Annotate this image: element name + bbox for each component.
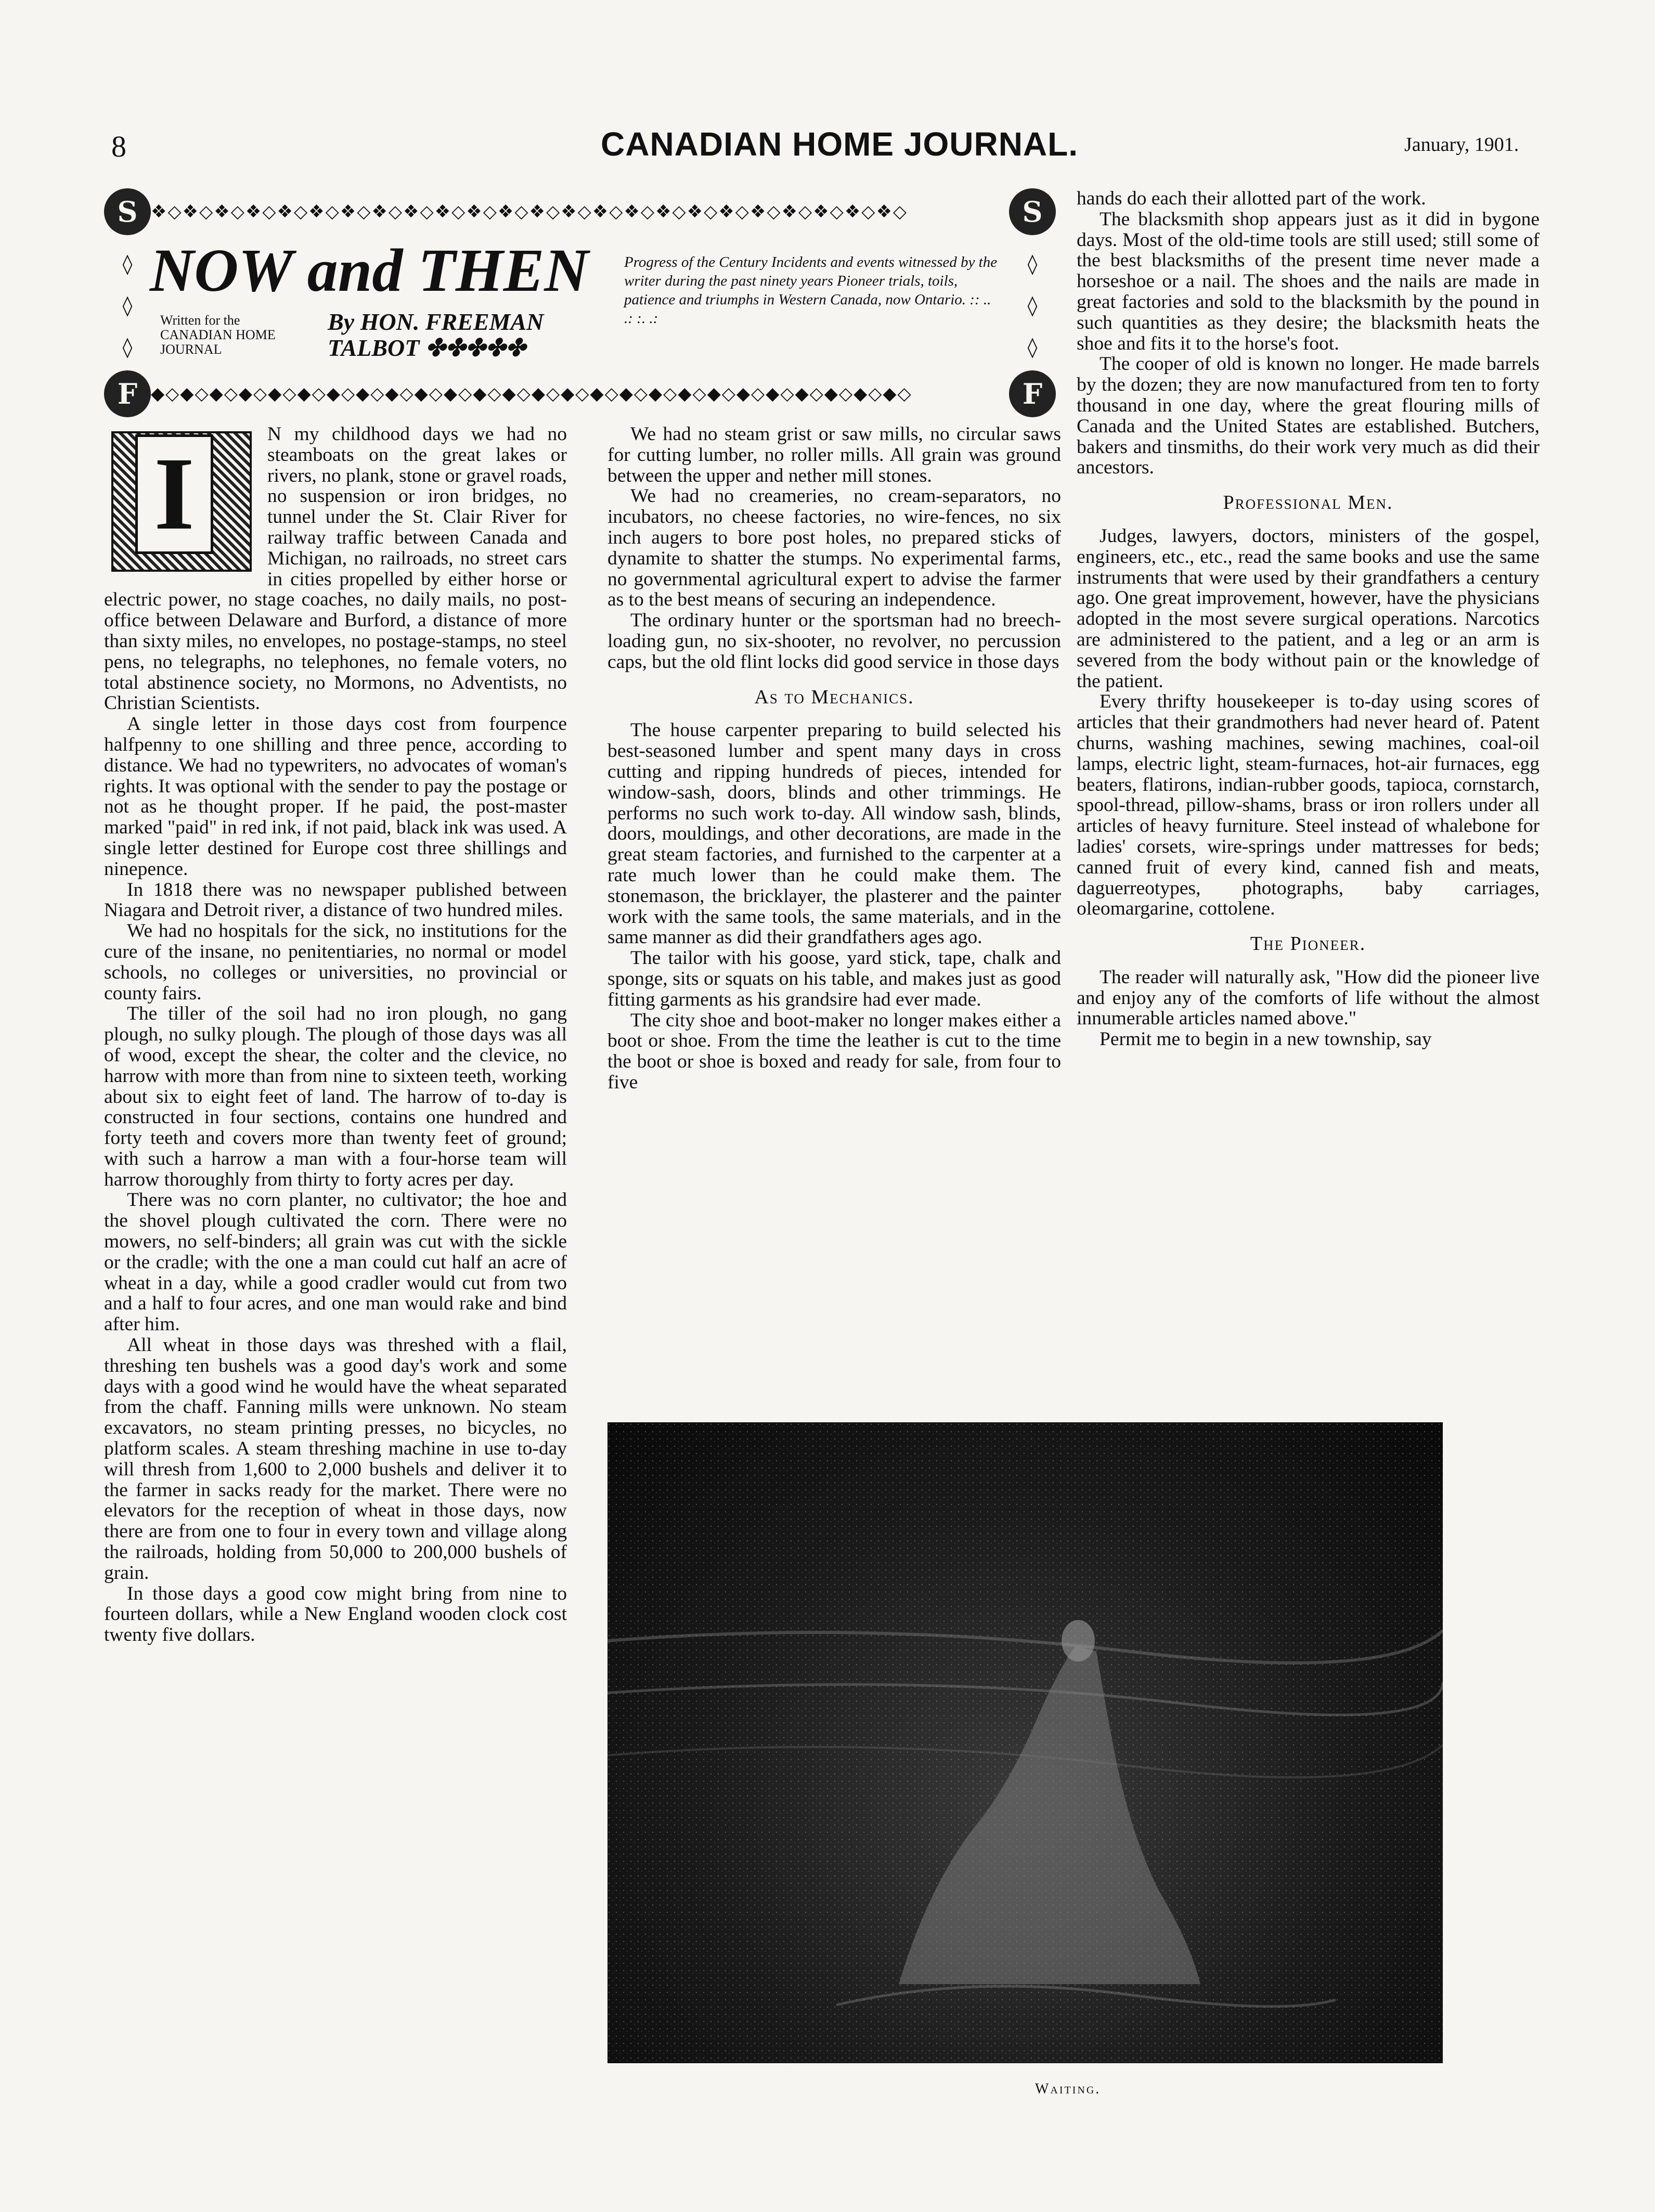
drop-cap-letter: I xyxy=(135,434,213,554)
corner-ornament-bottom-left: F xyxy=(104,370,151,417)
paragraph: The house carpenter preparing to build selected his best-seasoned lumber and spent many days in cross cutting and ripping hundreds of pieces, intended for window-sash, doors, blinds and other trimmings. He performs no such work to-day. All window sash, blinds, doors, mouldings, and other decorations, are made in the great steam factories, and furnished to the carpenter at a rate much lower than he could make them. The stonemason, the bricklayer, the plasterer and the painter work with the same tools, the same materials, and in the same manner as did their grandfathers ages ago. xyxy=(607,719,1061,948)
side-ornament-right-1: ◊ xyxy=(1027,252,1038,275)
issue-date: January, 1901. xyxy=(1404,134,1519,156)
paragraph: N my childhood days we had no steamboats on the great lakes or rivers, no plank, stone or gravel roads, no suspension or iron bridges, no tunnel under the St. Clair River for railway traffic between Canada and Michigan, no railroads, no street cars in cities propelled by either horse or electric power, no stage coaches, no daily mails, no post-office between Delaware and Burford, a distance of more than sixty miles, no envelopes, no postage-stamps, no steel pens, no telegraphs, no telephones, no female voters, no total abstinence society, no Mormons, no Adventists, no Christian Scientists. xyxy=(104,423,567,714)
side-ornament-left-1: ◊ xyxy=(122,252,133,275)
column-3 xyxy=(1077,188,1540,1050)
byline xyxy=(328,309,546,361)
paragraph: The tailor with his goose, yard stick, tape, chalk and sponge, sits or squats on his table, and makes just as good fitting garments as his grandsire had ever made. xyxy=(607,947,1061,1010)
paragraph: Permit me to begin in a new township, say xyxy=(1100,1028,1432,1050)
paragraph: The reader will naturally ask, "How did the pioneer live and enjoy any of the comforts of life without the almost innumerable articles named above." xyxy=(1077,966,1540,1030)
drop-cap xyxy=(104,424,260,580)
illustration-figure xyxy=(607,1422,1443,2063)
paragraph: The city shoe and boot-maker no longer makes either a boot or shoe. From the time the leather is cut to the time the boot or shoe is boxed and ready for sale, from four to five xyxy=(607,1009,1061,1093)
side-ornament-left-3: ◊ xyxy=(122,336,133,358)
paragraph: In those days a good cow might bring from nine to fourteen dollars, while a New England wooden clock cost twenty five dollars. xyxy=(104,1583,567,1646)
paragraph: There was no corn planter, no cultivator; the hoe and the shovel plough cultivated the corn. There were no mowers, no self-binders; all grain was cut with the sickle or the cradle; with the one a man could cut half an acre of wheat in a day, while a good cradler would cut from two and a half to four acres, and one man would rake and bind after him. xyxy=(104,1189,567,1335)
paragraph: Judges, lawyers, doctors, ministers of the gospel, engineers, etc., etc., read the same books and use the same instruments that were used by their grandfathers a century ago. One great improvement, however, have the physicians adopted in the most severe surgical operations. Narcotics are administered to the patient, and a leg or an arm is severed from the body without pain or the knowledge of the patient. xyxy=(1077,525,1540,692)
paragraph: We had no hospitals for the sick, no institutions for the cure of the insane, no penitentiaries, no normal or model schools, no colleges or universities, no provincial or county fairs. xyxy=(104,920,567,1004)
journal-title: CANADIAN HOME JOURNAL. xyxy=(601,125,1078,163)
paragraph: A single letter in those days cost from fourpence halfpenny to one shilling and three pence, according to distance. We had no typewriters, no advocates of woman's rights. It was optional with the sender to pay the postage or not as he thought proper. If he paid, the post-master marked "paid" in red ink, if not paid, black ink was used. A single letter destined for Europe cost three shillings and ninepence. xyxy=(104,713,567,880)
byline-ornament: ✤✤✤✤✤ xyxy=(425,335,526,361)
side-ornament-right-2: ◊ xyxy=(1027,294,1038,317)
illustration-photo xyxy=(607,1422,1443,2063)
corner-ornament-top-left: S xyxy=(104,188,151,235)
article-header-box xyxy=(104,188,1056,417)
paragraph: In 1818 there was no newspaper published between Niagara and Detroit river, a distance of two hundred miles. xyxy=(104,879,567,921)
paragraph: hands do each their allotted part of the work. xyxy=(1077,188,1426,209)
article-subtitle: Progress of the Century Incidents and events witnessed by the writer during the past ninety years Pioneer trials, toils, patience and triumphs in Western Canada, now Ontario. :: .. .: :. .: xyxy=(624,254,998,327)
border-bottom: ◆◇◆◇◆◇◆◇◆◇◆◇◆◇◆◇◆◇◆◇◆◇◆◇◆◇◆◇◆◇◆◇◆◇◆◇◆◇◆◇◆◇◆◇◆◇◆◇◆◇◆◇ xyxy=(151,385,912,403)
illustration-caption: Waiting. xyxy=(1035,2081,1101,2097)
paragraph: We had no steam grist or saw mills, no circular saws for cutting lumber, no roller mills. All grain was ground between the upper and nether mill stones. xyxy=(607,423,1061,486)
paragraph: All wheat in those days was threshed with a flail, threshing ten bushels was a good day's work and some days with a good wind he would have the wheat separated from the chaff. Fanning mills were unknown. No steam excavators, no steam printing presses, no bicycles, no platform scales. A steam threshing machine in use to-day will thresh from 1,600 to 2,000 bushels and deliver it to the farmer in sacks ready for the market. There were no elevators for the reception of wheat in those days, now there are from one to four in every town and village along the railroads, holding from 50,000 to 200,000 bushels of grain. xyxy=(104,1334,567,1584)
paragraph: Every thrifty housekeeper is to-day using scores of articles that their grandmothers had never heard of. Patent churns, washing machines, sewing machines, coal-oil lamps, electric light, steam-furnaces, hot-air furnaces, egg beaters, flatirons, indian-rubber goods, tapioca, cornstarch, spool-thread, pillow-shams, brass or iron rollers under all articles of heavy furniture. Steel instead of whalebone for ladies' corsets, wire-springs under mattresses for beds; canned fruit of every kind, canned fish and meats, daguerreotypes, photographs, baby carriages, oleomargarine, cottolene. xyxy=(1077,691,1540,920)
page-number: 8 xyxy=(111,130,126,163)
written-for-note: Written for the CANADIAN HOME JOURNAL xyxy=(160,313,276,357)
paragraph: The ordinary hunter or the sportsman had no breech-loading gun, no six-shooter, no revolver, no percussion caps, but the old flint locks did good service in those days xyxy=(607,610,1061,673)
section-heading-professional: Professional Men. xyxy=(1223,492,1393,514)
side-ornament-right-3: ◊ xyxy=(1027,336,1038,358)
paragraph: We had no creameries, no cream-separators, no incubators, no cheese factories, no wire-fences, no six inch augers to bore post holes, no prepared sticks of dynamite to shatter the stumps. No experimental farms, no governmental agricultural expert to advise the farmer as to the best means of securing an independence. xyxy=(607,485,1061,611)
column-2 xyxy=(607,424,1061,1093)
article-title: NOW and THEN xyxy=(150,236,589,304)
side-ornament-left-2: ◊ xyxy=(122,294,133,317)
corner-ornament-bottom-right: F xyxy=(1009,370,1056,417)
paragraph: The cooper of old is known no longer. He made barrels by the dozen; they are now manufactured from ten to forty thousand in one day, where the great flouring mills of Canada and the United States are established. Butchers, bakers and tinsmiths, do their work very much as did their ancestors. xyxy=(1077,353,1540,479)
byline-text: By HON. FREEMAN TALBOT xyxy=(328,308,544,361)
section-heading-pioneer: The Pioneer. xyxy=(1250,933,1366,955)
section-heading-mechanics: As to Mechanics. xyxy=(754,686,914,708)
corner-ornament-top-right: S xyxy=(1009,188,1056,235)
paragraph: The blacksmith shop appears just as it did in bygone days. Most of the old-time tools are still used; still some of the best blacksmiths of the present time never made a horseshoe or a nail. The shoes and the nails are made in great factories and sold to the blacksmith by the pound in such quantities as they desire; the blacksmith heats the shoe and fits it to the horse's foot. xyxy=(1077,208,1540,354)
paragraph: The tiller of the soil had no iron plough, no gang plough, no sulky plough. The plough of those days was all of wood, except the shear, the colter and the clevice, no harrow with more than from nine to sixteen teeth, working about six to eight feet of land. The harrow of to-day is constructed in four sections, contains one hundred and forty teeth and covers more than twenty feet of ground; with such a harrow a man with a four-horse team will harrow thoroughly from thirty to forty acres per day. xyxy=(104,1003,567,1190)
column-1 xyxy=(104,424,567,1645)
border-top: ❖◇❖◇❖◇❖◇❖◇❖◇❖◇❖◇❖◇❖◇❖◇❖◇❖◇❖◇❖◇❖◇❖◇❖◇❖◇❖◇❖◇❖◇❖◇❖◇ xyxy=(151,203,908,221)
